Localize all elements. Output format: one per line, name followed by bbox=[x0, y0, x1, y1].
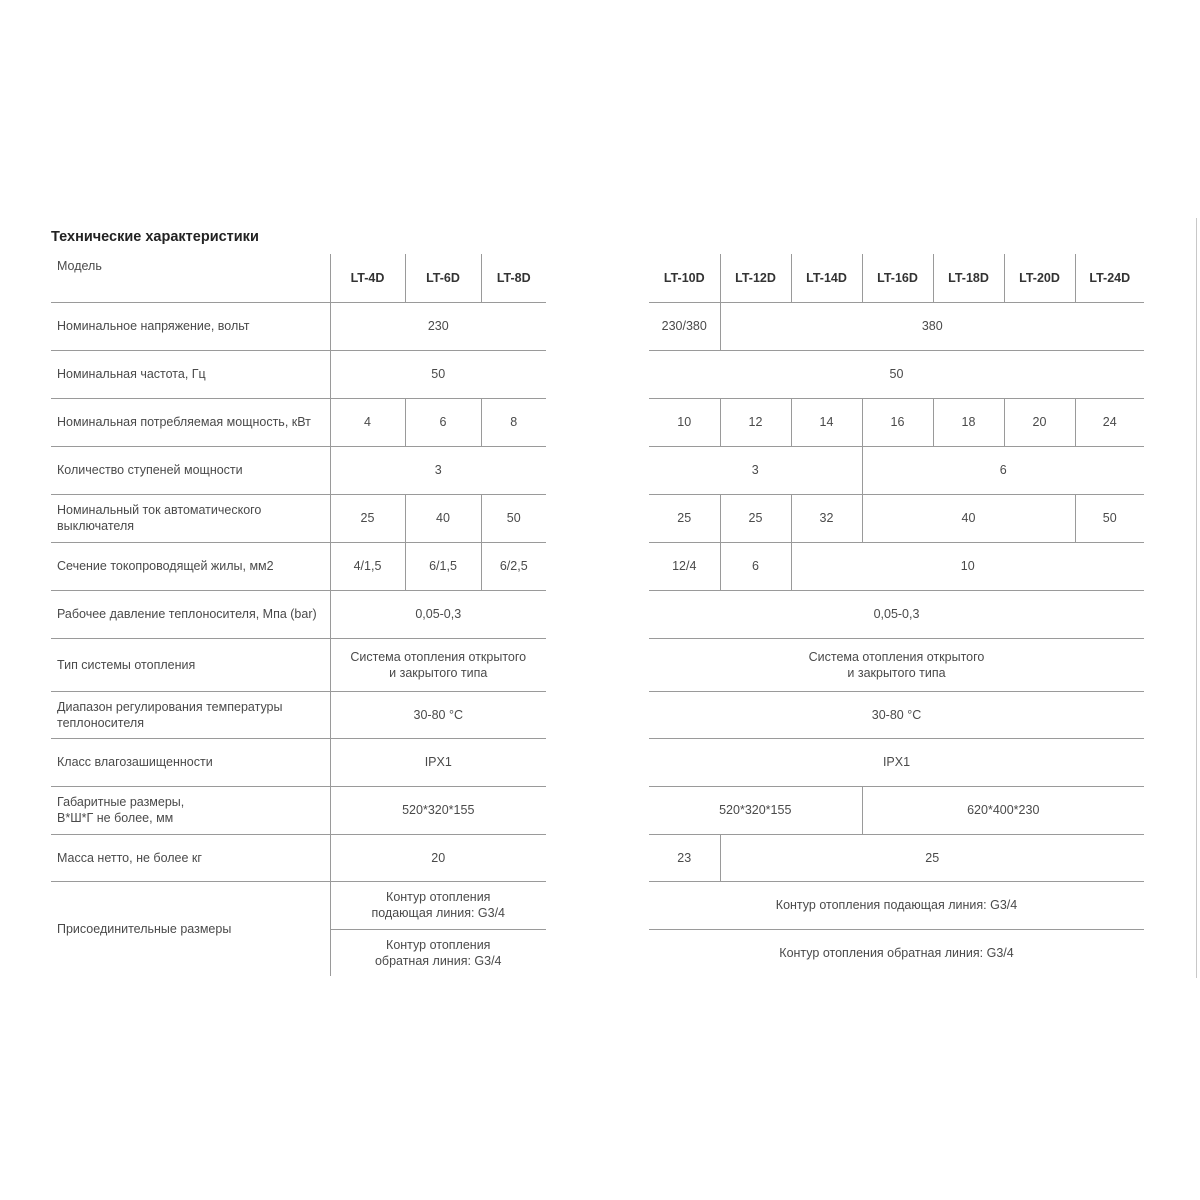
return-line1: Контур отопления bbox=[386, 937, 491, 952]
heating-type-line2: и закрытого типа bbox=[847, 665, 946, 680]
power-value: 20 bbox=[1004, 398, 1075, 446]
label-model: Модель bbox=[57, 259, 102, 273]
label-power: Номинальная потребляемая мощность, кВт bbox=[51, 398, 330, 446]
power-value: 12 bbox=[720, 398, 791, 446]
pressure-value: 0,05-0,3 bbox=[649, 590, 1144, 638]
label-section: Сечение токопроводящей жилы, мм2 bbox=[51, 542, 330, 590]
label-dimensions bbox=[51, 786, 330, 834]
frequency-value: 50 bbox=[330, 350, 546, 398]
page-title: Технические характеристики bbox=[51, 229, 259, 245]
voltage-value: 230 bbox=[330, 302, 546, 350]
model-header: LT-16D bbox=[862, 254, 933, 302]
breaker-value: 25 bbox=[649, 494, 720, 542]
table-row-frequency bbox=[649, 350, 1144, 398]
label-dimensions-line1: Габаритные размеры, bbox=[57, 795, 185, 809]
table-row-steps bbox=[649, 446, 1144, 494]
table-row-ip bbox=[51, 738, 546, 786]
table-row-section bbox=[51, 542, 546, 590]
model-header: LT-6D bbox=[405, 254, 481, 302]
pressure-value: 0,05-0,3 bbox=[330, 590, 546, 638]
section-value: 6 bbox=[720, 542, 791, 590]
power-value: 6 bbox=[405, 398, 481, 446]
connection-return-value bbox=[330, 929, 546, 976]
table-row-voltage bbox=[51, 302, 546, 350]
table-row-pressure bbox=[51, 590, 546, 638]
power-value: 14 bbox=[791, 398, 862, 446]
heating-type-value bbox=[649, 638, 1144, 691]
supply-line1: Контур отопления bbox=[386, 890, 491, 904]
power-value: 4 bbox=[330, 398, 405, 446]
label-temperature-line1: Диапазон регулирования температуры bbox=[57, 699, 283, 714]
table-row-power bbox=[51, 398, 546, 446]
breaker-value: 40 bbox=[405, 494, 481, 542]
table-row-dimensions bbox=[51, 786, 546, 834]
table-row-heating-type bbox=[649, 638, 1144, 691]
section-value: 10 bbox=[791, 542, 1144, 590]
return-line2: обратная линия: G3/4 bbox=[374, 953, 502, 968]
label-breaker-line2: выключателя bbox=[57, 519, 135, 533]
steps-value: 3 bbox=[649, 446, 862, 494]
label-temperature-line2: теплоносителя bbox=[57, 715, 144, 730]
table-row-power bbox=[649, 398, 1144, 446]
temperature-value: 30-80 °С bbox=[330, 691, 546, 738]
voltage-value: 230/380 bbox=[649, 302, 720, 350]
dimensions-value: 520*320*155 bbox=[330, 786, 546, 834]
label-voltage: Номинальное напряжение, вольт bbox=[51, 302, 330, 350]
steps-value: 3 bbox=[330, 446, 546, 494]
spec-table-small-models bbox=[51, 254, 546, 976]
frequency-value: 50 bbox=[649, 350, 1144, 398]
label-temperature bbox=[51, 691, 330, 738]
model-header: LT-12D bbox=[720, 254, 791, 302]
table-row-connection-supply bbox=[51, 881, 546, 929]
table-row-models bbox=[51, 254, 546, 302]
power-value: 16 bbox=[862, 398, 933, 446]
heating-type-line2: и закрытого типа bbox=[389, 665, 488, 680]
table-row-mass bbox=[649, 834, 1144, 881]
label-dimensions-line2: В*Ш*Г не более, мм bbox=[57, 811, 174, 825]
power-value: 24 bbox=[1075, 398, 1144, 446]
power-value: 8 bbox=[481, 398, 546, 446]
spec-table-large-models bbox=[649, 254, 1144, 976]
table-row-heating-type bbox=[51, 638, 546, 691]
label-pressure: Рабочее давление теплоносителя, Мпа (bar) bbox=[51, 590, 330, 638]
power-value: 18 bbox=[933, 398, 1004, 446]
model-header: LT-20D bbox=[1004, 254, 1075, 302]
section-value: 4/1,5 bbox=[330, 542, 405, 590]
label-ip: Класс влагозашищенности bbox=[51, 738, 330, 786]
breaker-value: 25 bbox=[330, 494, 405, 542]
table-row-ip bbox=[649, 738, 1144, 786]
label-heating-type: Тип системы отопления bbox=[51, 638, 330, 691]
model-header: LT-18D bbox=[933, 254, 1004, 302]
mass-value: 23 bbox=[649, 834, 720, 881]
breaker-value: 50 bbox=[1075, 494, 1144, 542]
model-header: LT-14D bbox=[791, 254, 862, 302]
section-value: 6/1,5 bbox=[405, 542, 481, 590]
temperature-value: 30-80 °С bbox=[649, 691, 1144, 738]
label-mass: Масса нетто, не более кг bbox=[51, 834, 330, 881]
label-frequency: Номинальная частота, Гц bbox=[51, 350, 330, 398]
label-breaker bbox=[51, 494, 330, 542]
heating-type-line1: Система отопления открытого bbox=[808, 649, 985, 664]
label-breaker-line1: Номинальный ток автоматического bbox=[57, 503, 262, 517]
table-row-breaker bbox=[649, 494, 1144, 542]
ip-value: IPX1 bbox=[649, 738, 1144, 786]
table-row-connection-return bbox=[649, 929, 1144, 976]
model-header: LT-8D bbox=[481, 254, 546, 302]
connection-supply-value: Контур отопления подающая линия: G3/4 bbox=[649, 881, 1144, 929]
model-header: LT-4D bbox=[330, 254, 405, 302]
heating-type-value bbox=[330, 638, 546, 691]
connection-supply-value bbox=[330, 881, 546, 929]
connection-return-value: Контур отопления обратная линия: G3/4 bbox=[649, 929, 1144, 976]
voltage-value: 380 bbox=[720, 302, 1144, 350]
page-edge-divider bbox=[1196, 218, 1197, 978]
power-value: 10 bbox=[649, 398, 720, 446]
model-header: LT-10D bbox=[663, 270, 705, 285]
table-row-models bbox=[649, 254, 1144, 302]
mass-value: 20 bbox=[330, 834, 546, 881]
heating-type-line1: Система отопления открытого bbox=[350, 649, 527, 664]
table-row-temperature bbox=[649, 691, 1144, 738]
table-row-voltage bbox=[649, 302, 1144, 350]
breaker-value: 50 bbox=[481, 494, 546, 542]
table-row-mass bbox=[51, 834, 546, 881]
label-steps: Количество ступеней мощности bbox=[51, 446, 330, 494]
ip-value: IPX1 bbox=[330, 738, 546, 786]
table-row-frequency bbox=[51, 350, 546, 398]
dimensions-value: 620*400*230 bbox=[862, 786, 1144, 834]
breaker-value: 25 bbox=[720, 494, 791, 542]
table-row-dimensions bbox=[649, 786, 1144, 834]
table-row-steps bbox=[51, 446, 546, 494]
steps-value: 6 bbox=[862, 446, 1144, 494]
section-value: 12/4 bbox=[649, 542, 720, 590]
table-row-pressure bbox=[649, 590, 1144, 638]
breaker-value: 40 bbox=[862, 494, 1075, 542]
mass-value: 25 bbox=[720, 834, 1144, 881]
table-row-temperature bbox=[51, 691, 546, 738]
breaker-value: 32 bbox=[791, 494, 862, 542]
model-header: LT-24D bbox=[1075, 254, 1144, 302]
label-connection: Присоединительные размеры bbox=[51, 881, 330, 976]
dimensions-value: 520*320*155 bbox=[649, 786, 862, 834]
section-value: 6/2,5 bbox=[481, 542, 546, 590]
table-row-breaker bbox=[51, 494, 546, 542]
supply-line2: подающая линия: G3/4 bbox=[371, 906, 506, 920]
table-row-connection-supply bbox=[649, 881, 1144, 929]
table-row-section bbox=[649, 542, 1144, 590]
